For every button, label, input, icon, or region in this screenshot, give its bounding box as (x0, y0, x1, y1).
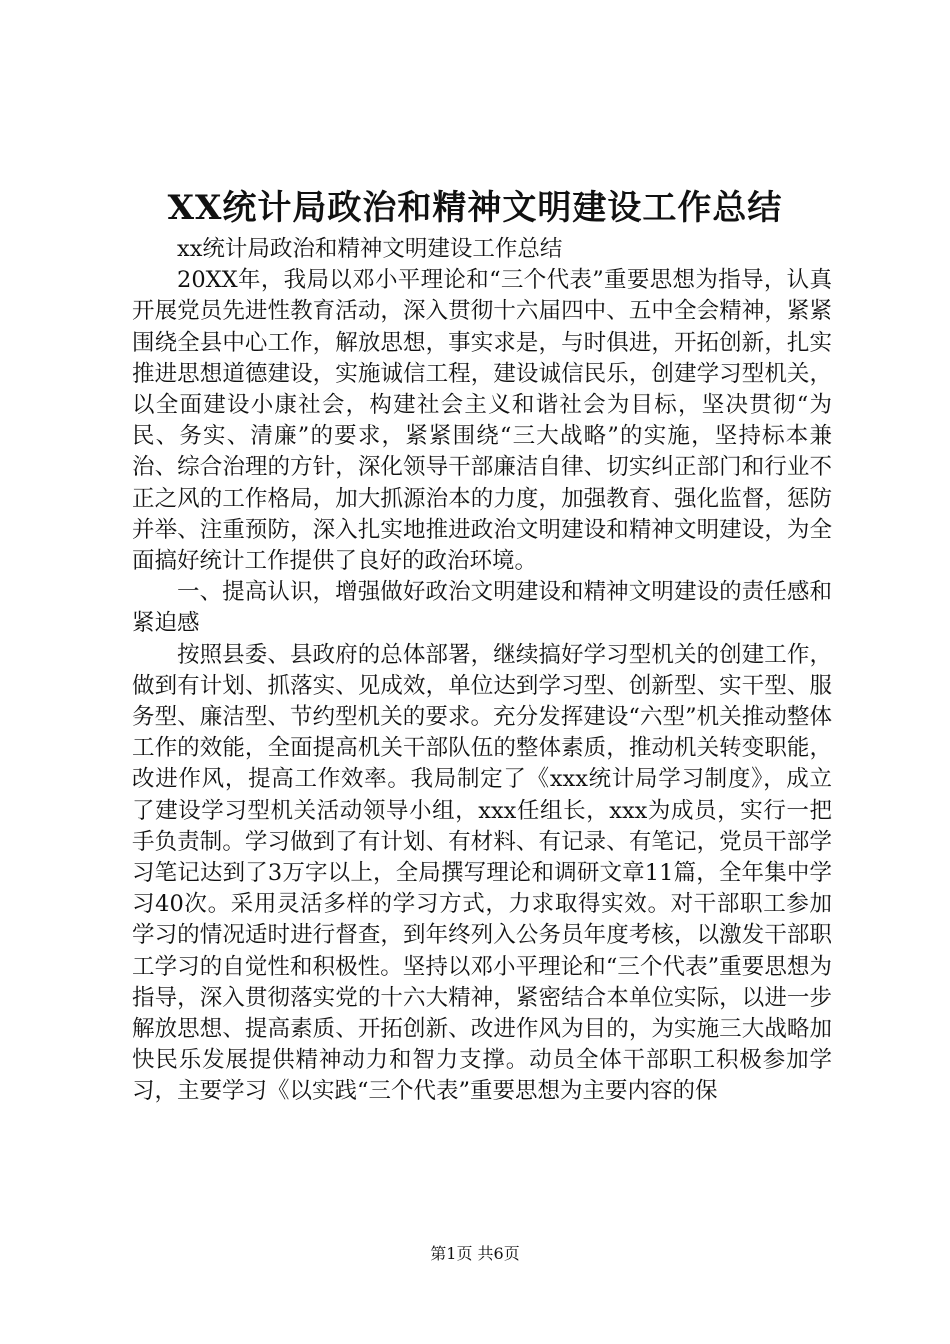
section-paragraph: 按照县委、县政府的总体部署，继续搞好学习型机关的创建工作，做到有计划、抓落实、见成效，单位达到学习型、创新型、实干型、服务型、廉洁型、节约型机关的要求。充分发挥建设“六型”机关推动整体工作的效能，全面提高机关干部队伍的整体素质，推动机关转变职能，改进作风，提高工作效率。我局制定了《xxx统计局学习制度》，成立了建设学习型机关活动领导小组，xxx任组长，xxx为成员，实行一把手负责制。学习做到了有计划、有材料、有记录、有笔记，党员干部学习笔记达到了3万字以上，全局撰写理论和调研文章11篇，全年集中学习40次。采用灵活多样的学习方式，力求取得实效。对干部职工参加学习的情况适时进行督查，到年终列入公务员年度考核，以激发干部职工学习的自觉性和积极性。坚持以邓小平理论和“三个代表”重要思想为指导，深入贯彻落实党的十六大精神，紧密结合本单位实际，以进一步解放思想、提高素质、开拓创新、改进作风为目的，为实施三大战略加快民乐发展提供精神动力和智力支撑。动员全体干部职工积极参加学习，主要学习《以实践“三个代表”重要思想为主要内容的保 (132, 641, 832, 1105)
section-heading: 一、提高认识，增强做好政治文明建设和精神文明建设的责任感和紧迫感 (132, 579, 832, 637)
intro-paragraph: 20XX年，我局以邓小平理论和“三个代表”重要思想为指导，认真开展党员先进性教育活动，深入贯彻十六届四中、五中全会精神，紧紧围绕全县中心工作，解放思想，事实求是，与时俱进，开拓创新，扎实推进思想道德建设，实施诚信工程，建设诚信民乐，创建学习型机关，以全面建设小康社会，构建社会主义和谐社会为目标，坚决贯彻“为民、务实、清廉”的要求，紧紧围绕“三大战略”的实施，坚持标本兼治、综合治理的方针，深化领导干部廉洁自律、切实纠正部门和行业不正之风的工作格局，加大抓源治本的力度，加强教育、强化监督，惩防并举、注重预防，深入扎实地推进政治文明建设和精神文明建设，为全面搞好统计工作提供了良好的政治环境。 (132, 267, 832, 575)
subtitle-paragraph: xx统计局政治和精神文明建设工作总结 (177, 236, 563, 262)
page-footer: 第1页 共6页 (430, 1244, 520, 1263)
document-title: XX统计局政治和精神文明建设工作总结 (167, 188, 783, 228)
document-body (132, 234, 832, 1108)
